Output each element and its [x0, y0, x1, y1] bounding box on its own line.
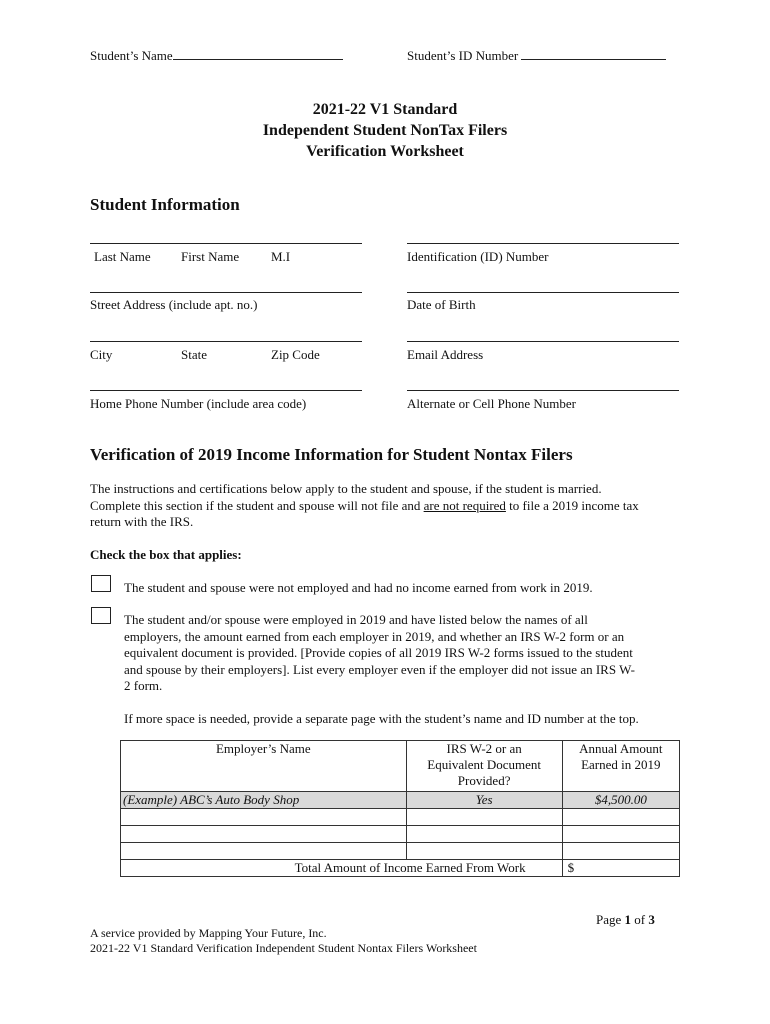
student-name-field — [90, 47, 343, 64]
intro-line-3: return with the IRS. — [90, 514, 194, 529]
home-phone-line[interactable] — [90, 390, 362, 391]
page-number — [596, 912, 655, 928]
option-employed-line-4: and spouse by their employers]. List every employer even if the employer did not issue an IRS W- — [124, 661, 635, 677]
checkbox-not-employed[interactable] — [91, 575, 111, 592]
name-line[interactable] — [90, 243, 362, 244]
first-name-label: First Name — [181, 249, 240, 264]
title-line-3: Verification Worksheet — [306, 143, 464, 160]
page-current: 1 — [624, 912, 632, 927]
title-line-2: Independent Student NonTax Filers — [262, 122, 508, 139]
option-employed-line-1: The student and/or spouse were employed in 2019 and have listed below the names of all — [124, 612, 588, 627]
total-label: Total Amount of Income Earned From Work — [121, 860, 563, 877]
example-amount: $4,500.00 — [562, 792, 679, 809]
w2-cell[interactable] — [406, 843, 562, 860]
employer-cell[interactable] — [121, 826, 407, 843]
id-number-label: Identification (ID) Number — [407, 249, 549, 264]
alt-phone-label: Alternate or Cell Phone Number — [407, 396, 576, 411]
intro-underlined: are not required — [423, 497, 506, 513]
employer-table — [120, 740, 680, 877]
employer-cell[interactable] — [121, 809, 407, 826]
intro-line-2b: to file a 2019 income tax — [505, 497, 639, 513]
example-employer: (Example) ABC’s Auto Body Shop — [121, 792, 407, 809]
page-title — [0, 99, 770, 162]
table-total-row — [121, 860, 680, 877]
w2-cell[interactable] — [406, 826, 562, 843]
amount-cell[interactable] — [562, 809, 679, 826]
footer-text — [90, 926, 477, 956]
more-space-note: If more space is needed, provide a separate page with the student’s name and ID number at the top. — [124, 711, 639, 726]
zip-label: Zip Code — [271, 347, 320, 362]
footer-doc-name: 2021-22 V1 Standard Verification Independent Student Nontax Filers Worksheet — [90, 941, 477, 955]
dob-line[interactable] — [407, 292, 679, 293]
student-id-field — [407, 47, 666, 64]
amount-cell[interactable] — [562, 843, 679, 860]
street-line[interactable] — [90, 292, 362, 293]
id-number-line[interactable] — [407, 243, 679, 244]
intro-line-1: The instructions and certifications below apply to the student and spouse, if the student is married. — [90, 481, 602, 496]
table-header-row — [121, 741, 680, 792]
city-line[interactable] — [90, 341, 362, 342]
dob-label: Date of Birth — [407, 297, 476, 312]
verification-heading: Verification of 2019 Income Information for Student Nontax Filers — [90, 445, 573, 464]
header-w2-provided — [406, 741, 562, 792]
header-annual-amount — [562, 741, 679, 792]
amount-cell[interactable] — [562, 826, 679, 843]
verification-intro — [90, 481, 690, 531]
header-amount-line-2: Earned in 2019 — [581, 757, 661, 772]
title-line-1: 2021-22 V1 Standard — [312, 101, 458, 118]
student-id-label: Student’s ID Number — [407, 48, 519, 63]
page-total: 3 — [648, 912, 655, 927]
option-not-employed: The student and spouse were not employed and had no income earned from work in 2019. — [124, 580, 593, 595]
email-label: Email Address — [407, 347, 484, 362]
option-employed-line-5: 2 form. — [124, 678, 163, 693]
table-row[interactable] — [121, 843, 680, 860]
street-label: Street Address (include apt. no.) — [90, 297, 258, 312]
example-w2: Yes — [406, 792, 562, 809]
student-name-label: Student’s Name — [90, 48, 173, 63]
table-row-example — [121, 792, 680, 809]
intro-line-2a: Complete this section if the student and spouse will not file and — [90, 497, 424, 513]
option-employed-line-2: employers, the amount earned from each employer in 2019, and whether an IRS W-2 form or an — [124, 628, 625, 644]
header-w2-line-1: IRS W-2 or an — [446, 741, 522, 756]
header-w2-line-2: Equivalent Document — [427, 757, 541, 772]
page-prefix: Page — [596, 912, 625, 927]
table-row[interactable] — [121, 826, 680, 843]
employer-cell[interactable] — [121, 843, 407, 860]
intro-line-2 — [90, 498, 690, 515]
footer-service: A service provided by Mapping Your Future, Inc. — [90, 926, 327, 940]
student-id-blank[interactable] — [521, 47, 666, 60]
page-of: of — [631, 912, 649, 927]
city-label: City — [90, 347, 113, 362]
total-amount-cell[interactable]: $ — [562, 860, 679, 877]
header-w2-line-3: Provided? — [457, 773, 511, 788]
home-phone-label: Home Phone Number (include area code) — [90, 396, 307, 411]
email-line[interactable] — [407, 341, 679, 342]
state-label: State — [181, 347, 207, 362]
check-label: Check the box that applies: — [90, 547, 242, 562]
table-row[interactable] — [121, 809, 680, 826]
header-employer-name: Employer’s Name — [121, 741, 407, 792]
checkbox-employed[interactable] — [91, 607, 111, 624]
last-name-label: Last Name — [94, 249, 151, 264]
mi-label: M.I — [271, 249, 291, 264]
student-name-blank[interactable] — [173, 47, 343, 60]
option-employed-line-3: equivalent document is provided. [Provide copies of all 2019 IRS W-2 forms issued to the student — [124, 645, 633, 660]
header-amount-line-1: Annual Amount — [579, 741, 663, 756]
option-employed — [124, 612, 684, 695]
alt-phone-line[interactable] — [407, 390, 679, 391]
w2-cell[interactable] — [406, 809, 562, 826]
student-info-heading: Student Information — [90, 195, 240, 214]
